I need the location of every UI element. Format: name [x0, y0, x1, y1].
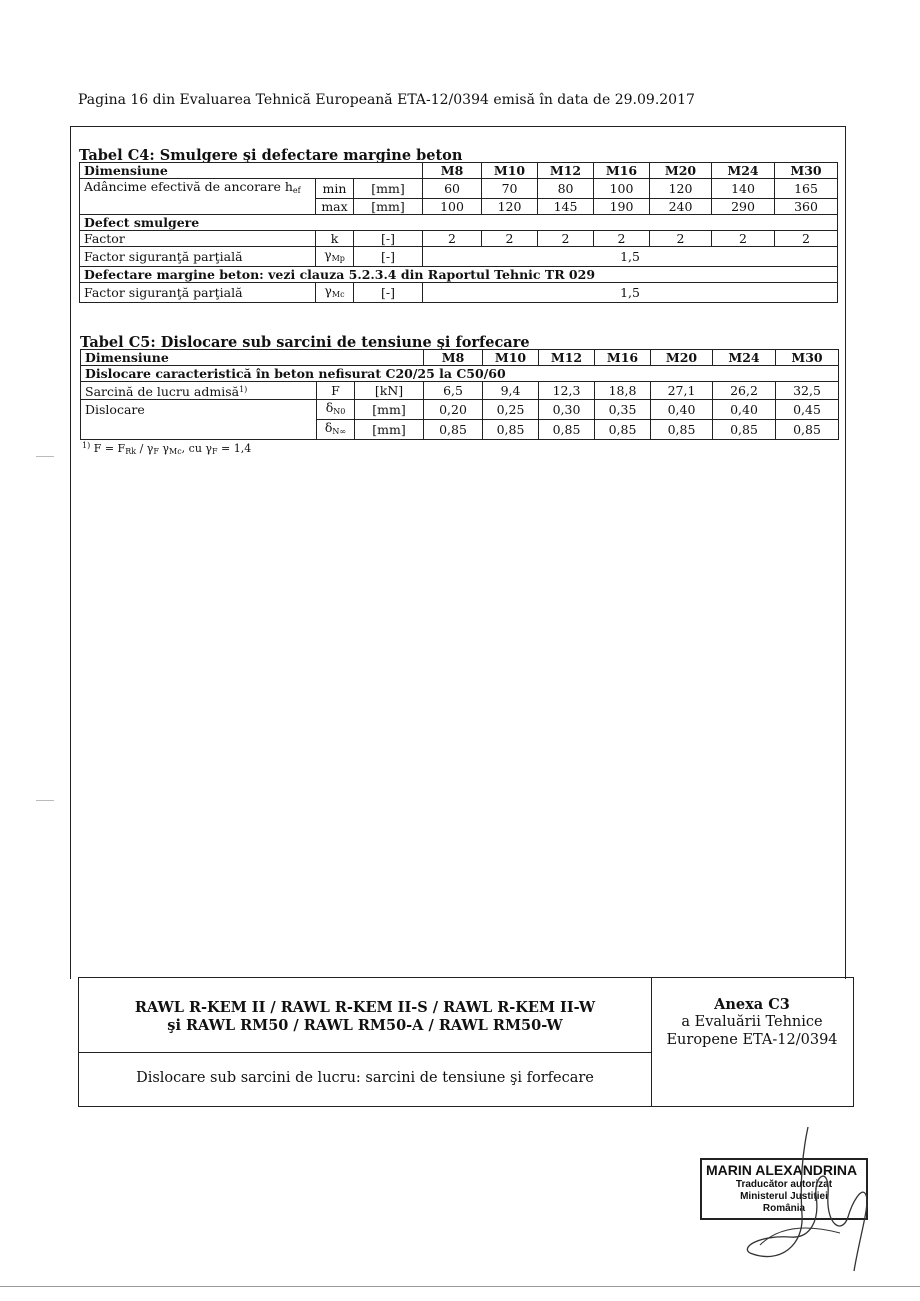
annex-line: Europene ETA-12/0394	[666, 1032, 838, 1048]
table-c5-header-row	[81, 350, 839, 366]
factor-label: Factor	[80, 230, 316, 246]
cell-value: 190	[594, 198, 650, 214]
margin-mark	[36, 456, 54, 457]
unit: [-]	[354, 246, 423, 266]
footer-subtitle: Dislocare sub sarcini de lucru: sarcini de tensiune şi forfecare	[136, 1070, 594, 1086]
cell-value: 0,40	[713, 400, 776, 420]
cell-value: 12,3	[539, 382, 595, 400]
unit: [mm]	[354, 198, 423, 214]
annex-line: a Evaluării Tehnice	[681, 1014, 823, 1030]
cell-value: 0,25	[483, 400, 539, 420]
cell-value: 100	[423, 198, 482, 214]
margin-mark	[36, 800, 54, 801]
cell-value: 80	[538, 179, 594, 199]
cell-value: 2	[482, 230, 538, 246]
size-header: M20	[651, 350, 713, 366]
cell-value: 26,2	[713, 382, 776, 400]
size-header: M24	[713, 350, 776, 366]
cell-value: 9,4	[483, 382, 539, 400]
table-row	[81, 366, 839, 382]
size-header: M12	[539, 350, 595, 366]
cell-value: 2	[538, 230, 594, 246]
load-label: Sarcină de lucru admisă$^{1)}$	[81, 382, 317, 400]
footnote: $^{1)}$ $F = F_{Rk} / \gamma_F$ $\gamma_{Mc}$, cu $\gamma_F = 1,4$	[82, 441, 252, 456]
section-heading: Dislocare caracteristică în beton nefisurat C20/25 la C50/60	[81, 366, 839, 382]
cell-value: 2	[650, 230, 712, 246]
size-header: M12	[538, 163, 594, 179]
cell-value: 2	[712, 230, 775, 246]
size-header: M20	[650, 163, 712, 179]
table-row	[80, 198, 838, 214]
cell-value: 290	[712, 198, 775, 214]
section-heading: Defectare margine beton: vezi clauza 5.2.3.4 din Raportul Tehnic TR 029	[80, 266, 838, 282]
table-row	[80, 214, 838, 230]
psf-label: Factor siguranţă parţială	[80, 282, 316, 302]
size-header: M10	[483, 350, 539, 366]
cell-value: 6,5	[424, 382, 483, 400]
size-header: M8	[423, 163, 482, 179]
symbol: $\delta_{N0}$	[317, 400, 355, 420]
scan-edge	[0, 1286, 920, 1287]
cell-value: 2	[594, 230, 650, 246]
size-header: M24	[712, 163, 775, 179]
section-heading: Defect smulgere	[80, 214, 838, 230]
table-row	[80, 179, 838, 199]
size-header: M30	[775, 163, 838, 179]
table-row	[80, 266, 838, 282]
cell-value: 18,8	[595, 382, 651, 400]
symbol: $\gamma_{Mc}$	[316, 282, 354, 302]
table-c4	[79, 162, 838, 303]
cell-value: 60	[423, 179, 482, 199]
cell-value: 0,85	[424, 420, 483, 440]
cell-value: 360	[775, 198, 838, 214]
psf-label: Factor siguranţă parţială	[80, 246, 316, 266]
cell-value: 0,20	[424, 400, 483, 420]
signature-icon	[730, 1125, 880, 1275]
cell-value: 165	[775, 179, 838, 199]
cell-value: 1,5	[423, 282, 838, 302]
table-c5-title: Tabel C5: Dislocare sub sarcini de tensiune şi forfecare	[80, 334, 530, 351]
translator-stamp: MARIN ALEXANDRINA Traducător autorizat Ministerul Justiţiei România	[700, 1158, 868, 1220]
unit: [mm]	[354, 179, 423, 199]
cell-value: 0,85	[483, 420, 539, 440]
symbol: $\delta_{N\infty}$	[317, 420, 355, 440]
table-row	[80, 246, 838, 266]
table-c4-title: Tabel C4: Smulgere şi defectare margine beton	[79, 147, 463, 164]
unit: [mm]	[355, 400, 424, 420]
cell-value: 240	[650, 198, 712, 214]
size-header: M16	[594, 163, 650, 179]
annex-title: Anexa C3	[714, 996, 790, 1013]
product-line-1: RAWL R-KEM II / RAWL R-KEM II-S / RAWL R-KEM II-W	[134, 999, 596, 1016]
unit: [-]	[354, 230, 423, 246]
table-c4-header-row	[80, 163, 838, 179]
symbol: k	[316, 230, 354, 246]
cell-value: 0,35	[595, 400, 651, 420]
size-header: M30	[776, 350, 839, 366]
cell-value: 0,45	[776, 400, 839, 420]
cell-value: 140	[712, 179, 775, 199]
table-c5	[80, 349, 839, 440]
cell-value: 145	[538, 198, 594, 214]
cell-value: 0,30	[539, 400, 595, 420]
product-line-2: şi RAWL RM50 / RAWL RM50-A / RAWL RM50-W	[167, 1017, 563, 1034]
cell-value: 0,85	[595, 420, 651, 440]
cell-value: 1,5	[423, 246, 838, 266]
unit: [kN]	[355, 382, 424, 400]
dim-label: Dimensiune	[81, 350, 424, 366]
table-row	[81, 382, 839, 400]
size-header: M8	[424, 350, 483, 366]
empty-cell	[81, 420, 317, 440]
cell-value: 2	[775, 230, 838, 246]
symbol: F	[317, 382, 355, 400]
cell-value: 100	[594, 179, 650, 199]
cell-value: 32,5	[776, 382, 839, 400]
table-row	[81, 400, 839, 420]
cell-value: 0,85	[776, 420, 839, 440]
table-row	[80, 282, 838, 302]
annex-footer	[78, 977, 854, 1107]
table-row	[80, 230, 838, 246]
cell-value: 27,1	[651, 382, 713, 400]
symbol: $\gamma_{Mp}$	[316, 246, 354, 266]
size-header: M16	[595, 350, 651, 366]
unit: [-]	[354, 282, 423, 302]
cell-value: 120	[482, 198, 538, 214]
disp-label: Dislocare	[81, 400, 317, 420]
unit: [mm]	[355, 420, 424, 440]
cell-value: 0,85	[713, 420, 776, 440]
size-header: M10	[482, 163, 538, 179]
max-label: max	[316, 198, 354, 214]
dim-label: Dimensiune	[80, 163, 423, 179]
cell-value: 0,85	[539, 420, 595, 440]
table-row	[81, 420, 839, 440]
cell-value: 2	[423, 230, 482, 246]
cell-value: 120	[650, 179, 712, 199]
hef-label: Adâncime efectivă de ancorare $h_{ef}$	[80, 179, 316, 199]
page-header: Pagina 16 din Evaluarea Tehnică Europeană ETA-12/0394 emisă în data de 29.09.2017	[78, 92, 695, 108]
empty-cell	[80, 198, 316, 214]
cell-value: 0,40	[651, 400, 713, 420]
cell-value: 0,85	[651, 420, 713, 440]
min-label: min	[316, 179, 354, 199]
cell-value: 70	[482, 179, 538, 199]
